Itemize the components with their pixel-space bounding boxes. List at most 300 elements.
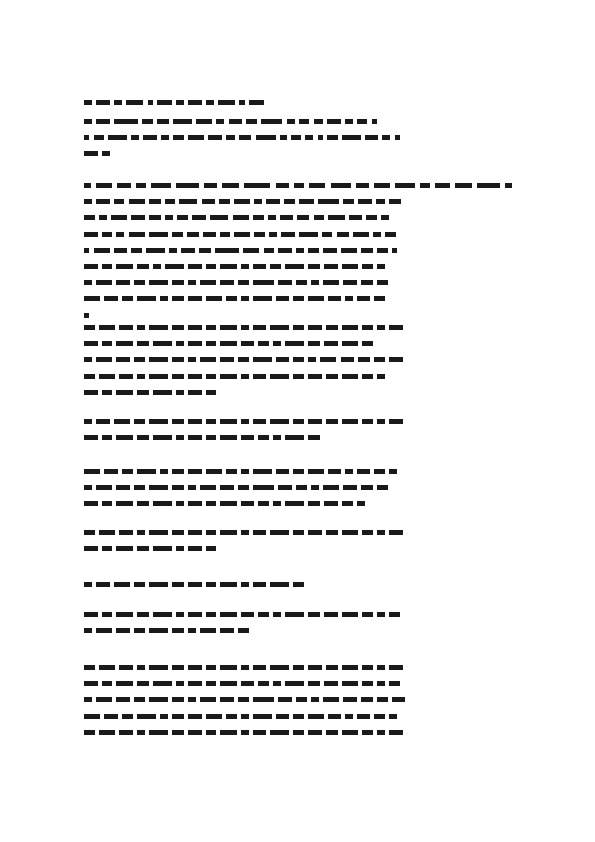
- word-mark: [220, 264, 236, 269]
- word-mark: [173, 135, 184, 140]
- word-mark: [382, 135, 390, 140]
- word-mark: [241, 374, 249, 379]
- word-mark: [172, 628, 184, 633]
- word-mark: [114, 100, 122, 105]
- word-mark: [206, 665, 217, 670]
- word-mark: [137, 435, 149, 440]
- word-mark: [241, 296, 249, 301]
- word-mark: [196, 119, 212, 124]
- word-mark: [385, 232, 396, 237]
- word-mark: [241, 730, 249, 735]
- word-mark: [84, 469, 100, 474]
- word-mark: [137, 546, 149, 551]
- word-mark: [308, 357, 316, 362]
- word-mark: [285, 341, 304, 346]
- word-mark: [377, 374, 385, 379]
- word-mark: [84, 714, 100, 719]
- word-mark: [84, 232, 98, 237]
- word-mark: [308, 248, 319, 253]
- word-mark: [324, 341, 338, 346]
- word-mark: [342, 612, 358, 617]
- word-mark: [276, 714, 290, 719]
- word-mark: [389, 325, 403, 330]
- word-mark: [293, 665, 304, 670]
- word-mark: [84, 419, 92, 424]
- word-mark: [84, 215, 95, 220]
- word-mark: [116, 390, 132, 395]
- word-mark: [392, 697, 406, 702]
- word-mark: [342, 730, 358, 735]
- word-mark: [116, 341, 132, 346]
- word-mark: [241, 264, 249, 269]
- word-mark: [374, 714, 385, 719]
- word-mark: [308, 730, 322, 735]
- word-mark: [153, 681, 172, 686]
- word-mark: [345, 296, 353, 301]
- word-mark: [172, 714, 184, 719]
- word-mark: [172, 730, 184, 735]
- word-mark: [238, 628, 249, 633]
- word-mark: [373, 232, 381, 237]
- word-mark: [188, 135, 204, 140]
- word-mark: [276, 469, 290, 474]
- word-mark: [291, 135, 302, 140]
- word-mark: [389, 419, 403, 424]
- word-mark: [241, 341, 255, 346]
- word-mark: [84, 390, 98, 395]
- word-mark: [220, 665, 236, 670]
- word-mark: [134, 697, 145, 702]
- word-mark: [220, 697, 234, 702]
- word-mark: [188, 435, 202, 440]
- word-mark: [331, 183, 351, 188]
- word-mark: [129, 232, 145, 237]
- word-mark: [324, 501, 338, 506]
- word-mark: [377, 485, 388, 490]
- word-mark: [343, 280, 357, 285]
- word-mark: [361, 485, 373, 490]
- word-mark: [94, 248, 110, 253]
- word-mark: [192, 215, 206, 220]
- word-mark: [326, 730, 338, 735]
- word-mark: [119, 530, 133, 535]
- word-mark: [293, 714, 304, 719]
- word-mark: [389, 612, 400, 617]
- word-mark: [362, 419, 373, 424]
- word-mark: [204, 183, 217, 188]
- word-mark: [84, 374, 95, 379]
- word-mark: [206, 325, 217, 330]
- word-mark: [176, 435, 184, 440]
- word-mark: [188, 325, 202, 330]
- word-mark: [200, 697, 216, 702]
- word-mark: [146, 248, 165, 253]
- word-mark: [119, 374, 133, 379]
- word-mark: [342, 341, 358, 346]
- word-mark: [238, 280, 249, 285]
- word-mark: [96, 628, 112, 633]
- word-mark: [296, 280, 307, 285]
- word-mark: [220, 232, 230, 237]
- word-mark: [308, 419, 322, 424]
- word-mark: [116, 264, 132, 269]
- word-mark: [254, 232, 265, 237]
- word-mark: [188, 628, 196, 633]
- word-mark: [246, 119, 257, 124]
- word-mark: [293, 419, 304, 424]
- word-mark: [134, 628, 145, 633]
- word-mark: [137, 681, 149, 686]
- word-mark: [216, 119, 224, 124]
- word-mark: [200, 628, 216, 633]
- word-mark: [84, 501, 98, 506]
- word-mark: [308, 341, 320, 346]
- word-mark: [343, 697, 357, 702]
- word-mark: [99, 374, 115, 379]
- word-mark: [134, 582, 145, 587]
- word-mark: [244, 183, 271, 188]
- word-mark: [188, 264, 202, 269]
- word-mark: [327, 135, 338, 140]
- word-mark: [149, 280, 168, 285]
- word-mark: [188, 546, 202, 551]
- word-mark: [119, 325, 133, 330]
- word-mark: [309, 183, 326, 188]
- word-mark: [362, 325, 373, 330]
- word-mark: [84, 665, 95, 670]
- word-mark: [114, 419, 130, 424]
- word-mark: [253, 264, 267, 269]
- word-mark: [241, 714, 249, 719]
- word-mark: [381, 215, 389, 220]
- word-mark: [220, 730, 236, 735]
- word-mark: [258, 501, 269, 506]
- word-mark: [119, 730, 133, 735]
- word-mark: [102, 612, 113, 617]
- word-mark: [389, 681, 400, 686]
- word-mark: [134, 357, 145, 362]
- word-mark: [188, 341, 202, 346]
- word-mark: [149, 357, 168, 362]
- word-mark: [149, 485, 168, 490]
- word-mark: [308, 374, 322, 379]
- word-mark: [188, 469, 202, 474]
- word-mark: [117, 183, 130, 188]
- word-mark: [188, 681, 202, 686]
- word-mark: [200, 357, 216, 362]
- word-mark: [149, 232, 168, 237]
- word-mark: [149, 419, 168, 424]
- word-mark: [254, 199, 262, 204]
- word-mark: [96, 485, 112, 490]
- word-mark: [377, 248, 388, 253]
- word-mark: [137, 665, 145, 670]
- word-mark: [176, 183, 199, 188]
- word-mark: [326, 530, 338, 535]
- word-mark: [84, 681, 98, 686]
- word-mark: [96, 419, 110, 424]
- word-mark: [374, 469, 385, 474]
- word-mark: [172, 530, 184, 535]
- word-mark: [220, 357, 234, 362]
- word-mark: [220, 419, 236, 424]
- word-mark: [328, 215, 344, 220]
- word-mark: [220, 681, 236, 686]
- word-mark: [253, 730, 267, 735]
- word-mark: [114, 248, 128, 253]
- word-mark: [311, 697, 319, 702]
- word-mark: [226, 296, 237, 301]
- word-mark: [220, 325, 236, 330]
- word-mark: [361, 697, 373, 702]
- word-mark: [114, 582, 130, 587]
- word-mark: [349, 215, 363, 220]
- word-mark: [258, 681, 269, 686]
- word-mark: [165, 264, 184, 269]
- word-mark: [157, 119, 169, 124]
- word-mark: [377, 730, 385, 735]
- word-mark: [326, 325, 338, 330]
- word-mark: [206, 730, 217, 735]
- word-mark: [116, 697, 130, 702]
- word-mark: [116, 435, 132, 440]
- word-mark: [366, 215, 377, 220]
- word-mark: [270, 530, 289, 535]
- word-mark: [278, 485, 292, 490]
- word-mark: [293, 374, 304, 379]
- word-mark: [137, 374, 145, 379]
- word-mark: [389, 469, 397, 474]
- word-mark: [137, 714, 156, 719]
- word-mark: [220, 435, 236, 440]
- word-mark: [356, 183, 369, 188]
- word-mark: [357, 296, 371, 301]
- word-mark: [395, 183, 415, 188]
- word-mark: [293, 325, 304, 330]
- word-mark: [96, 357, 112, 362]
- word-mark: [341, 248, 357, 253]
- word-mark: [342, 325, 358, 330]
- word-mark: [94, 135, 105, 140]
- word-mark: [270, 419, 289, 424]
- word-mark: [151, 183, 171, 188]
- word-mark: [206, 714, 222, 719]
- word-mark: [342, 135, 361, 140]
- word-mark: [239, 100, 244, 105]
- word-mark: [357, 119, 368, 124]
- word-mark: [377, 264, 385, 269]
- word-mark: [278, 280, 292, 285]
- word-mark: [294, 183, 304, 188]
- word-mark: [137, 501, 149, 506]
- word-mark: [206, 341, 217, 346]
- word-mark: [233, 215, 249, 220]
- word-mark: [276, 357, 290, 362]
- word-mark: [318, 135, 323, 140]
- word-mark: [149, 582, 168, 587]
- word-mark: [188, 390, 202, 395]
- word-mark: [210, 215, 229, 220]
- word-mark: [84, 199, 92, 204]
- word-mark: [84, 313, 89, 318]
- word-mark: [172, 325, 184, 330]
- word-mark: [188, 374, 202, 379]
- word-mark: [84, 325, 95, 330]
- word-mark: [256, 135, 276, 140]
- word-mark: [226, 469, 237, 474]
- word-mark: [149, 665, 168, 670]
- word-mark: [389, 199, 401, 204]
- word-mark: [172, 374, 184, 379]
- word-mark: [324, 612, 338, 617]
- word-mark: [287, 119, 295, 124]
- word-mark: [337, 232, 349, 237]
- word-mark: [188, 419, 202, 424]
- word-mark: [137, 390, 149, 395]
- word-mark: [206, 419, 217, 424]
- word-mark: [280, 135, 287, 140]
- word-mark: [108, 135, 127, 140]
- word-mark: [241, 419, 249, 424]
- word-mark: [188, 730, 202, 735]
- word-mark: [96, 280, 112, 285]
- word-mark: [308, 469, 324, 474]
- word-mark: [220, 280, 234, 285]
- word-mark: [377, 697, 388, 702]
- word-mark: [278, 697, 292, 702]
- word-mark: [188, 665, 202, 670]
- word-mark: [308, 264, 320, 269]
- word-mark: [341, 357, 355, 362]
- word-mark: [342, 530, 358, 535]
- word-mark: [153, 264, 161, 269]
- word-mark: [149, 530, 168, 535]
- word-mark: [238, 357, 249, 362]
- word-mark: [206, 374, 217, 379]
- word-mark: [353, 232, 369, 237]
- word-mark: [206, 582, 217, 587]
- word-mark: [389, 665, 403, 670]
- word-mark: [505, 183, 512, 188]
- word-mark: [102, 264, 113, 269]
- word-mark: [253, 697, 275, 702]
- word-mark: [176, 100, 184, 105]
- word-mark: [149, 697, 168, 702]
- word-mark: [200, 280, 216, 285]
- word-mark: [389, 357, 403, 362]
- word-mark: [102, 435, 113, 440]
- word-mark: [176, 612, 184, 617]
- word-mark: [84, 280, 92, 285]
- word-mark: [188, 714, 202, 719]
- word-mark: [285, 501, 304, 506]
- word-mark: [253, 215, 264, 220]
- word-mark: [435, 183, 450, 188]
- word-mark: [116, 546, 132, 551]
- word-mark: [188, 530, 202, 535]
- word-mark: [187, 232, 199, 237]
- word-mark: [84, 485, 92, 490]
- word-mark: [188, 485, 196, 490]
- word-mark: [84, 119, 92, 124]
- word-mark: [299, 232, 318, 237]
- word-mark: [84, 357, 92, 362]
- word-mark: [365, 135, 379, 140]
- word-mark: [131, 215, 145, 220]
- word-mark: [268, 215, 276, 220]
- word-mark: [172, 280, 184, 285]
- word-mark: [148, 100, 153, 105]
- word-mark: [377, 665, 385, 670]
- word-mark: [249, 100, 264, 105]
- word-mark: [220, 582, 236, 587]
- word-mark: [299, 199, 314, 204]
- word-mark: [362, 374, 373, 379]
- word-mark: [389, 530, 403, 535]
- word-mark: [143, 135, 157, 140]
- word-mark: [308, 665, 322, 670]
- word-mark: [84, 582, 92, 587]
- word-mark: [253, 419, 267, 424]
- word-mark: [84, 730, 95, 735]
- word-mark: [149, 628, 168, 633]
- word-mark: [234, 199, 250, 204]
- word-mark: [362, 530, 373, 535]
- word-mark: [293, 469, 304, 474]
- word-mark: [362, 665, 373, 670]
- word-mark: [241, 681, 255, 686]
- word-mark: [206, 390, 217, 395]
- word-mark: [111, 215, 127, 220]
- word-mark: [311, 485, 319, 490]
- word-mark: [270, 325, 289, 330]
- word-mark: [226, 135, 236, 140]
- word-mark: [84, 264, 98, 269]
- word-mark: [296, 697, 307, 702]
- word-mark: [116, 232, 124, 237]
- word-mark: [345, 714, 353, 719]
- word-mark: [308, 714, 324, 719]
- word-mark: [362, 681, 373, 686]
- word-mark: [362, 341, 373, 346]
- word-mark: [203, 232, 217, 237]
- word-mark: [238, 485, 249, 490]
- word-mark: [320, 357, 336, 362]
- word-mark: [131, 248, 142, 253]
- word-mark: [160, 469, 168, 474]
- word-mark: [181, 248, 195, 253]
- word-mark: [206, 546, 217, 551]
- word-mark: [358, 199, 372, 204]
- word-mark: [226, 714, 237, 719]
- word-mark: [220, 374, 236, 379]
- word-mark: [297, 215, 309, 220]
- word-mark: [153, 612, 172, 617]
- word-mark: [153, 435, 172, 440]
- word-mark: [280, 215, 294, 220]
- word-mark: [206, 681, 217, 686]
- word-mark: [96, 199, 110, 204]
- word-mark: [293, 582, 304, 587]
- word-mark: [160, 296, 168, 301]
- word-mark: [137, 296, 156, 301]
- word-mark: [357, 469, 371, 474]
- word-mark: [342, 665, 358, 670]
- word-mark: [266, 199, 280, 204]
- word-mark: [293, 530, 304, 535]
- word-mark: [102, 681, 113, 686]
- word-mark: [270, 665, 289, 670]
